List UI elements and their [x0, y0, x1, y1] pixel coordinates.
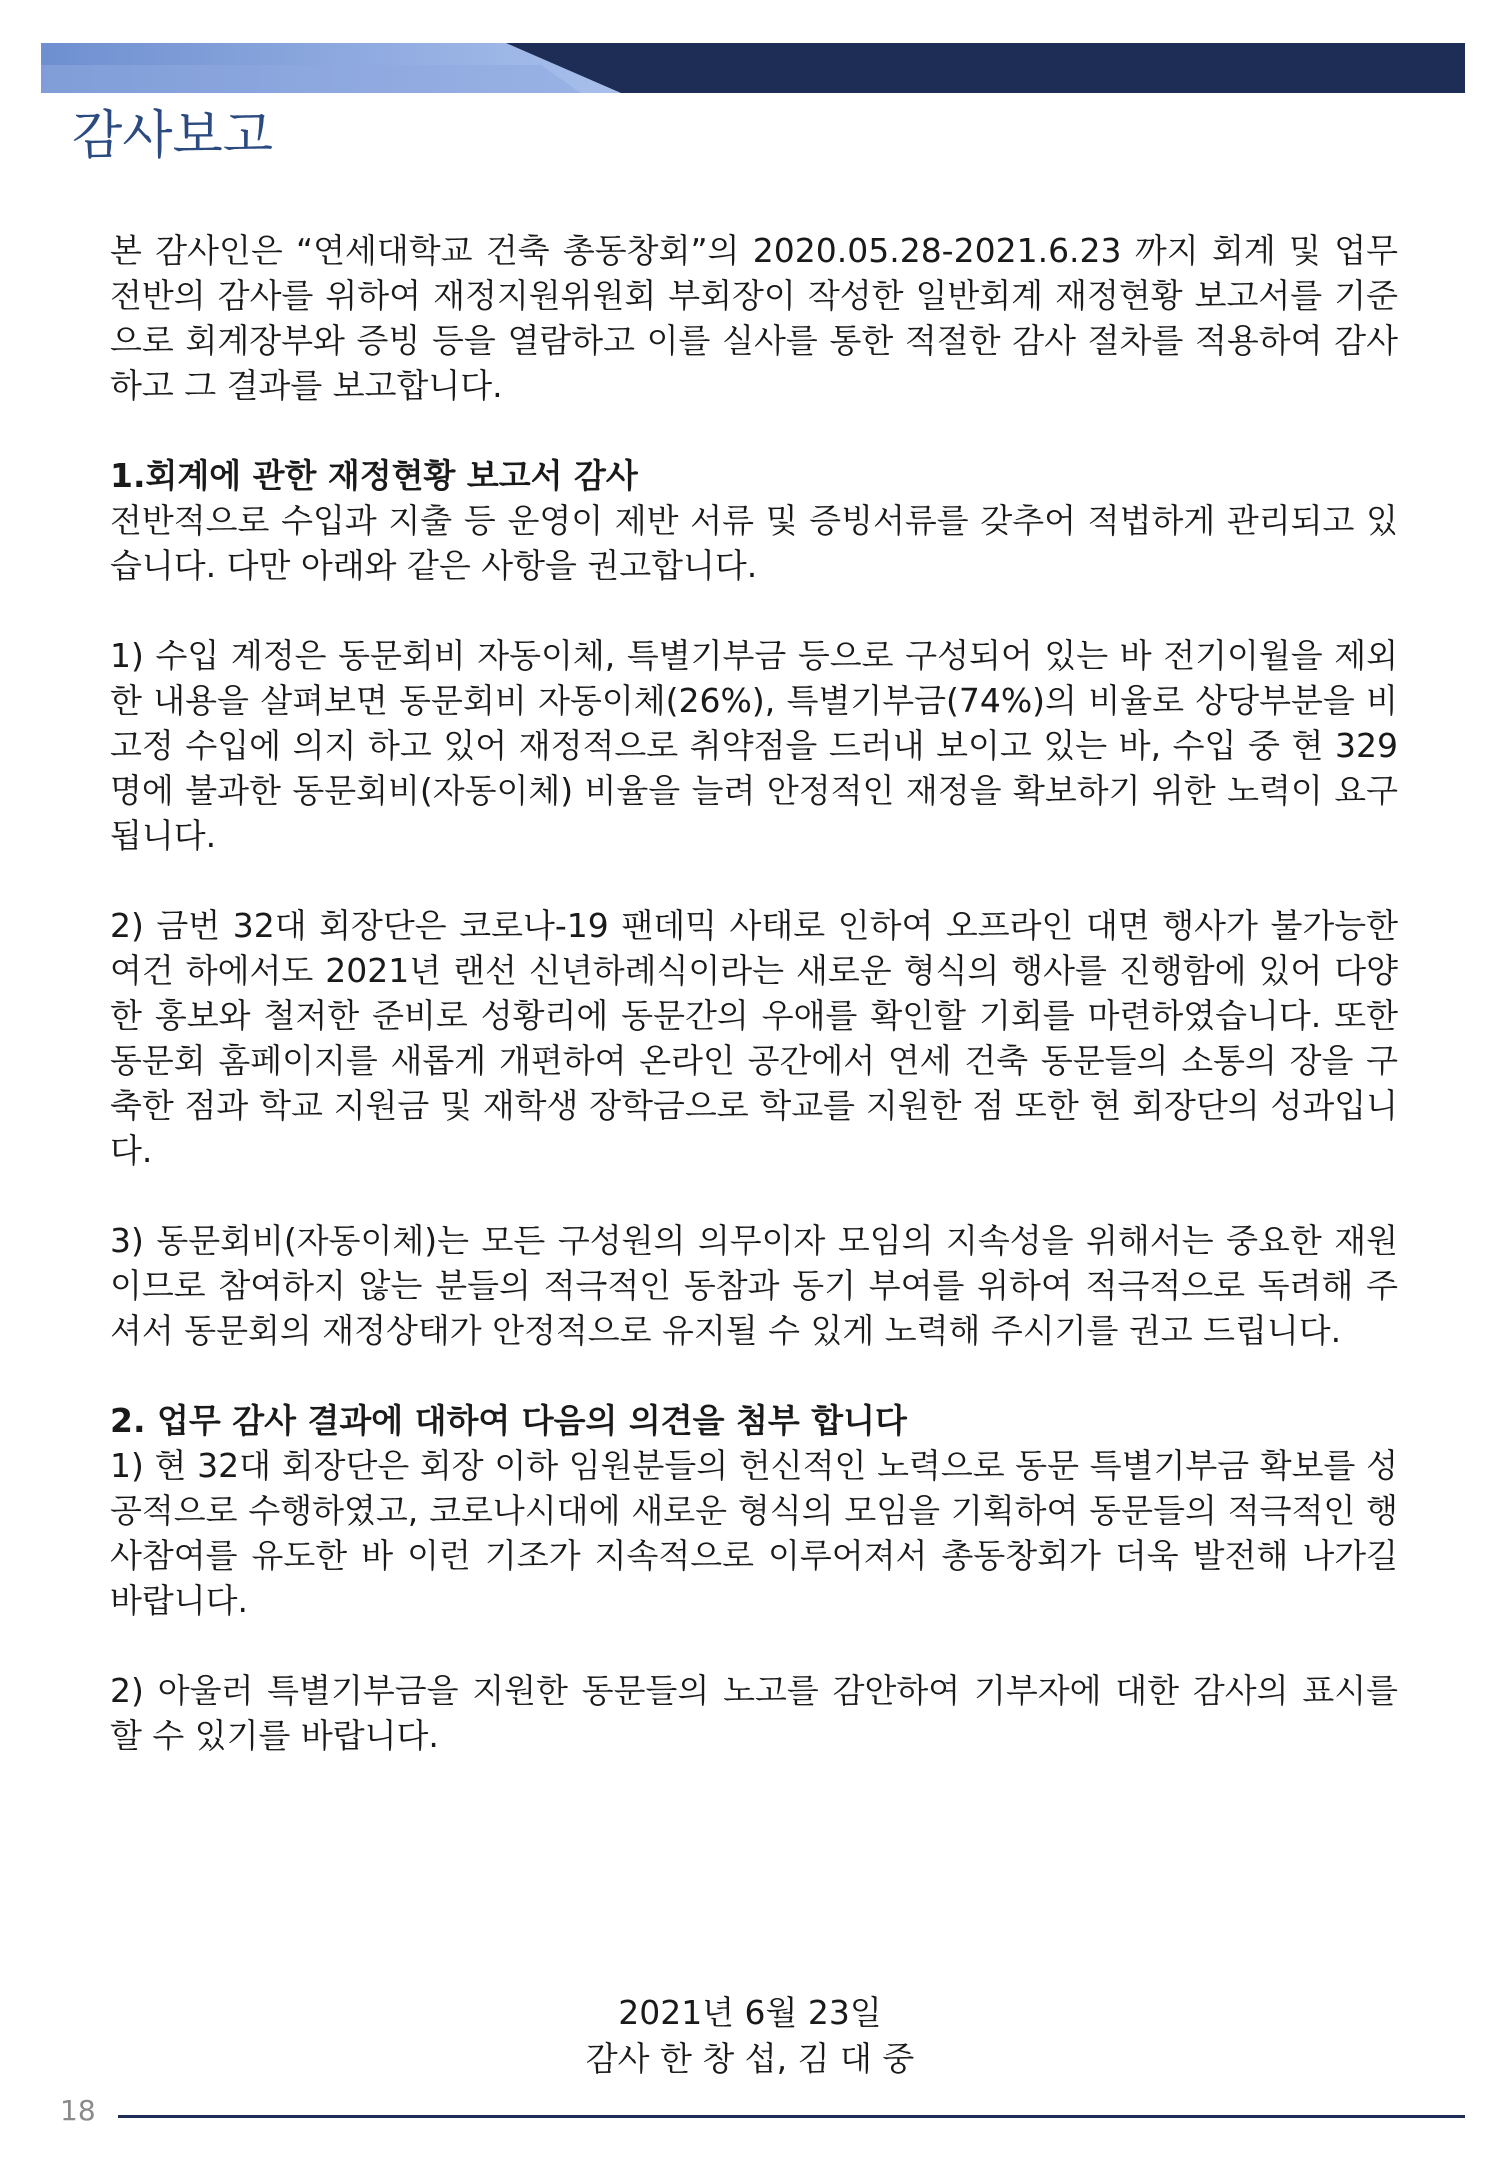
page-number: 18 [60, 2094, 96, 2127]
signature-block [0, 1990, 1500, 2082]
intro-paragraph: 본 감사인은 “연세대학교 건축 총동창회”의 2020.05.28-2021.6.23 까지 회계 및 업무 전반의 감사를 위하여 재정지원위원회 부회장이 작성한 일반회계 재정현황 보고서를 기준으로 회계장부와 증빙 등을 열람하고 이를 실사를 통한 적절한 감사 절차를 적용하여 감사하고 그 결과를 보고합니다. [110, 231, 1398, 405]
section1-lead: 전반적으로 수입과 지출 등 운영이 제반 서류 및 증빙서류를 갖추어 적법하게 관리되고 있습니다. 다만 아래와 같은 사항을 권고합니다. [110, 501, 1398, 585]
section1-item-3: 3) 동문회비(자동이체)는 모든 구성원의 의무이자 모임의 지속성을 위해서는 중요한 재원이므로 참여하지 않는 분들의 적극적인 동참과 동기 부여를 위하여 적극적으로 독려해 주셔서 동문회의 재정상태가 안정적으로 유지될 수 있게 노력해 주시기를 권고 드립니다. [110, 1221, 1398, 1350]
section2-item-2: 2) 아울러 특별기부금을 지원한 동문들의 노고를 감안하여 기부자에 대한 감사의 표시를 할 수 있기를 바랍니다. [110, 1671, 1398, 1755]
section2-heading: 2. 업무 감사 결과에 대하여 다음의 의견을 첨부 합니다 [110, 1401, 907, 1440]
section1-item-2: 2) 금번 32대 회장단은 코로나-19 팬데믹 사태로 인하여 오프라인 대면 행사가 불가능한 여건 하에서도 2021년 랜선 신년하례식이라는 새로운 형식의 행사를 진행함에 있어 다양한 홍보와 철저한 준비로 성황리에 동문간의 우애를 확인할 기회를 마련하였습니다. 또한 동문회 홈페이지를 새롭게 개편하여 온라인 공간에서 연세 건축 동문들의 소통의 장을 구축한 점과 학교 지원금 및 재학생 장학금으로 학교를 지원한 점 또한 현 회장단의 성과입니다. [110, 906, 1398, 1170]
page-title: 감사보고 [72, 106, 273, 166]
section2-item-1: 1) 현 32대 회장단은 회장 이하 임원분들의 헌신적인 노력으로 동문 특별기부금 확보를 성공적으로 수행하였고, 코로나시대에 새로운 형식의 모임을 기획하여 동문들의 적극적인 행사참여를 유도한 바 이런 기조가 지속적으로 이루어져서 총동창회가 더욱 발전해 나가길 바랍니다. [110, 1446, 1398, 1620]
section1-item-1: 1) 수입 계정은 동문회비 자동이체, 특별기부금 등으로 구성되어 있는 바 전기이월을 제외한 내용을 살펴보면 동문회비 자동이체(26%), 특별기부금(74%)의 비율로 상당부분을 비고정 수입에 의지 하고 있어 재정적으로 취약점을 드러내 보이고 있는 바, 수입 중 현 329명에 불과한 동문회비(자동이체) 비율을 늘려 안정적인 재정을 확보하기 위한 노력이 요구됩니다. [110, 636, 1398, 855]
footer-rule [118, 2115, 1465, 2118]
header-banner [41, 43, 1465, 93]
report-body [110, 228, 1398, 1758]
auditor-names: 감사 한 창 섭, 김 대 중 [585, 2039, 915, 2078]
report-date: 2021년 6월 23일 [618, 1993, 882, 2032]
section1-heading: 1.회계에 관한 재정현황 보고서 감사 [110, 456, 638, 495]
